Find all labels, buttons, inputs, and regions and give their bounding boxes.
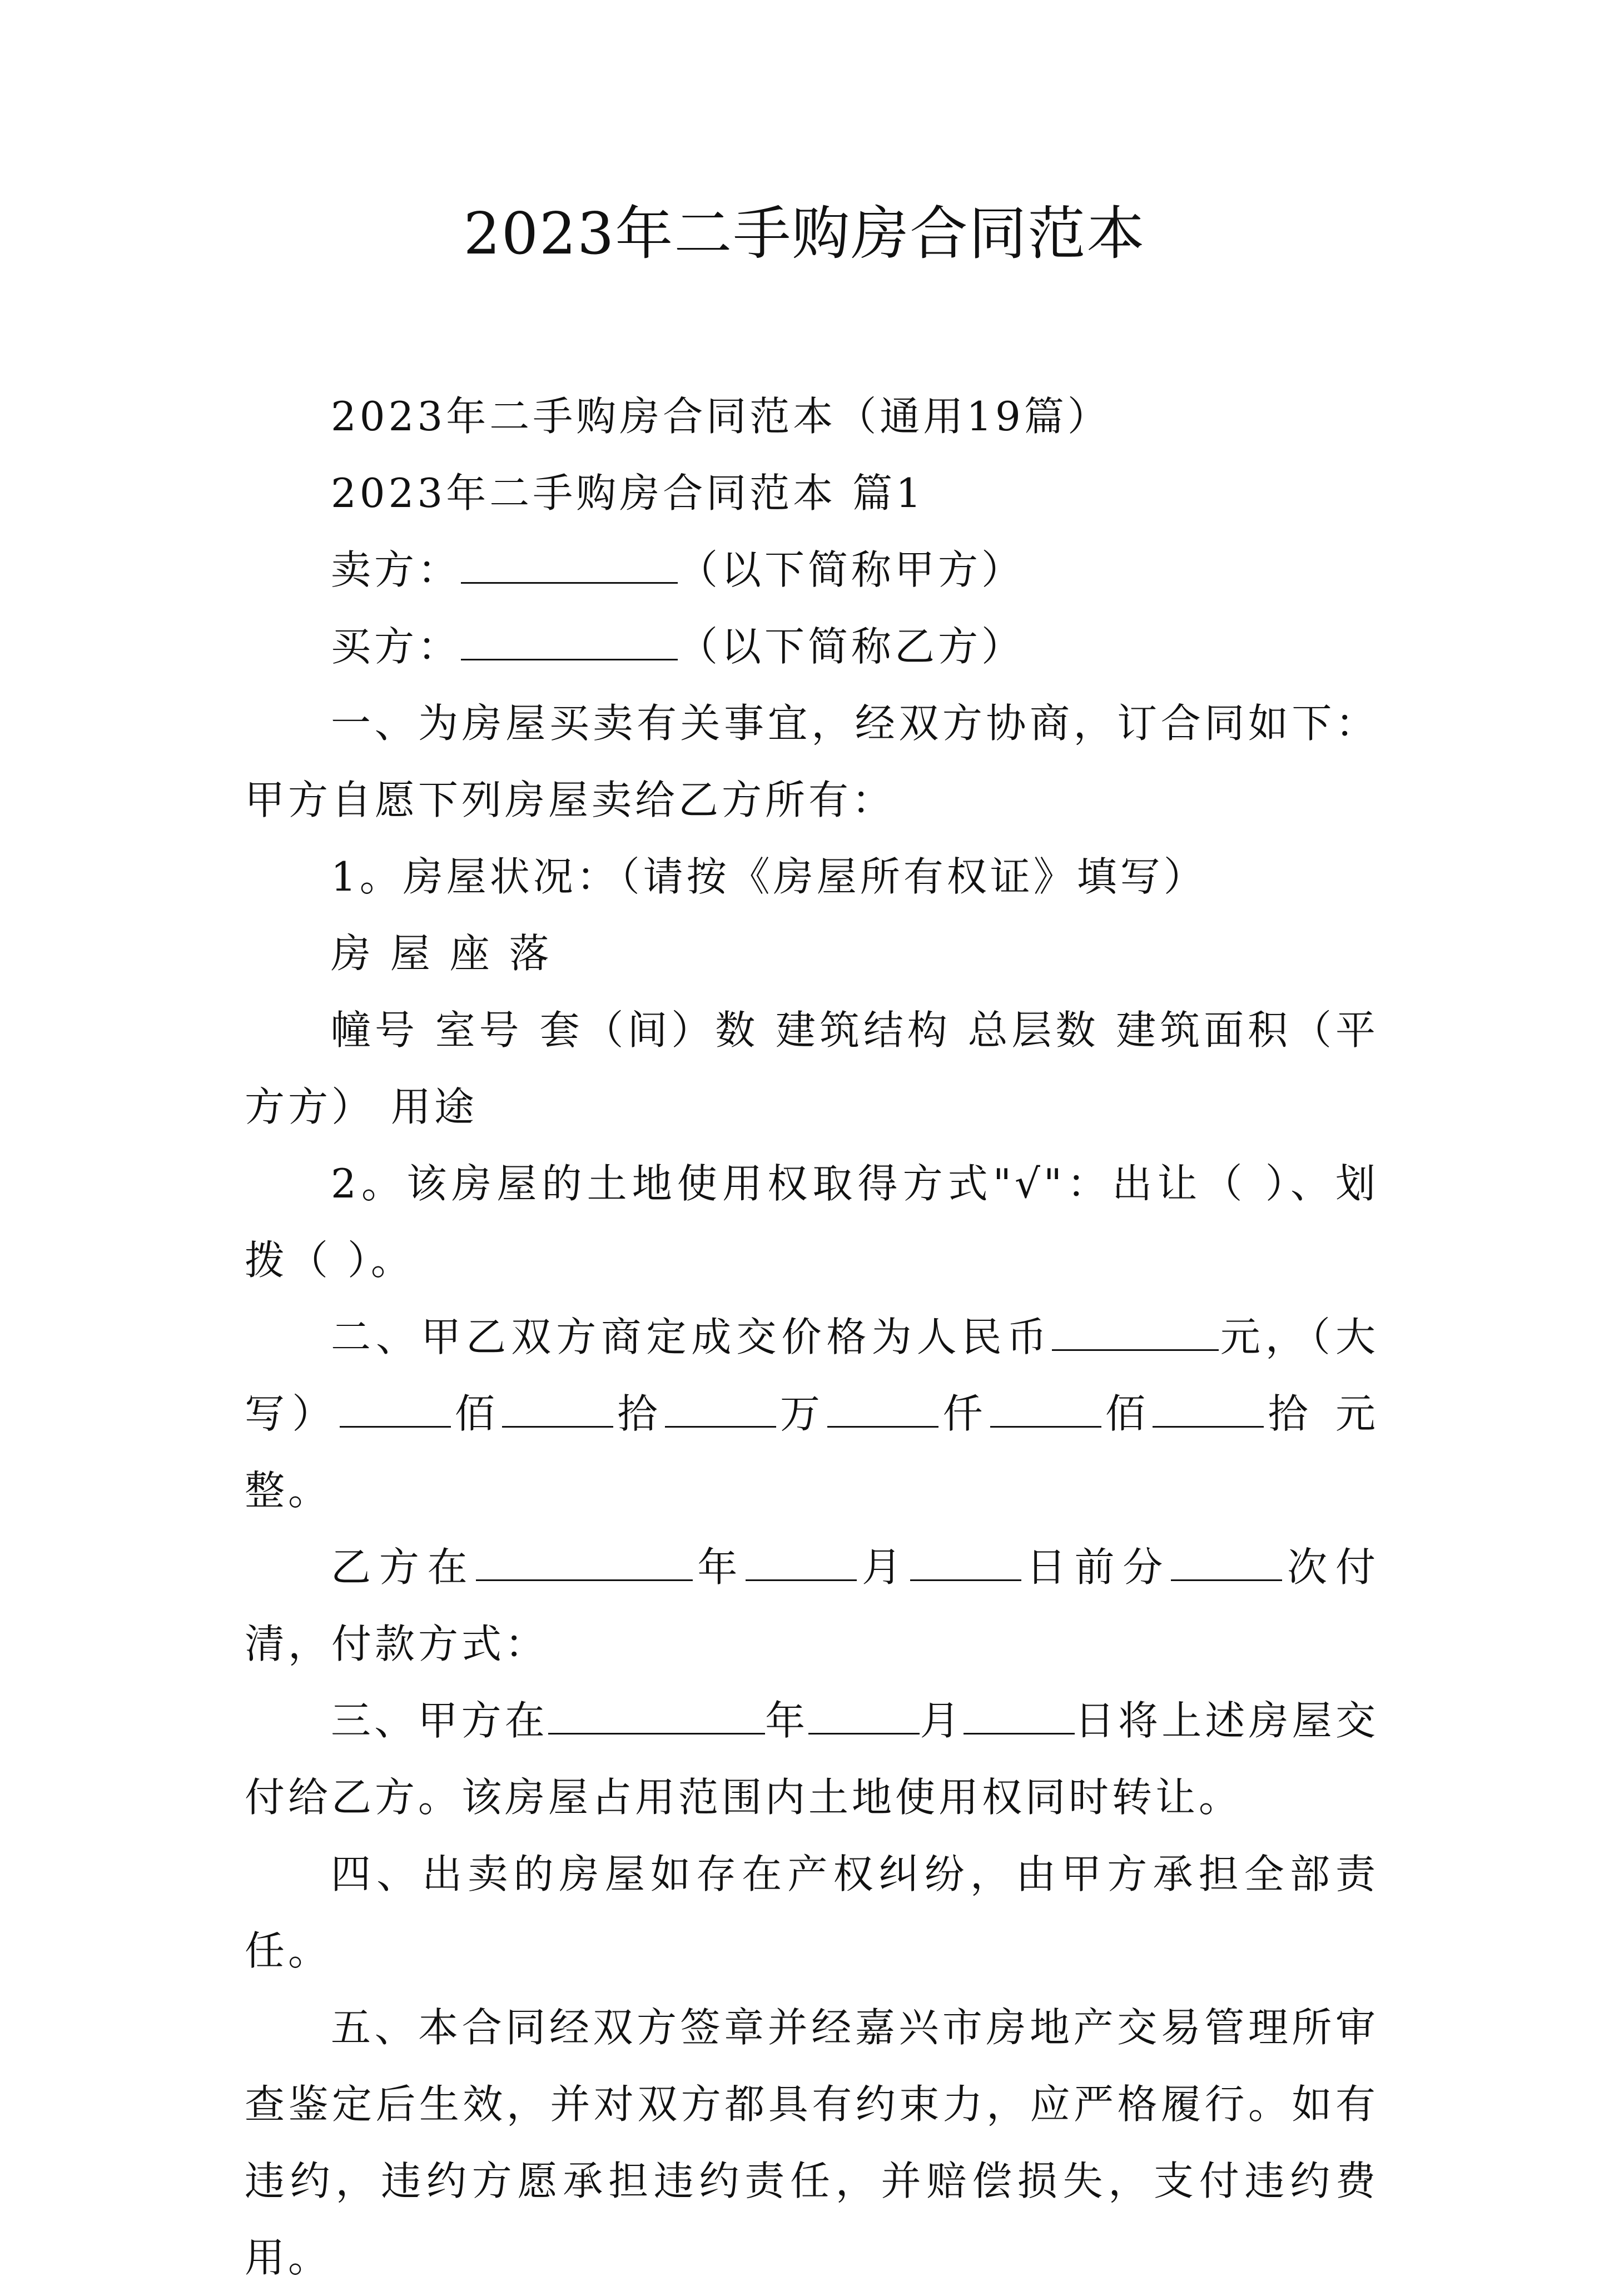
- blank: [910, 1548, 1021, 1581]
- clause-2-text-d: 拾: [613, 1390, 665, 1437]
- payment-text-e: 次付清，付款方式：: [245, 1544, 1379, 1667]
- buyer-line: [245, 608, 1379, 685]
- item-1: 1。房屋状况：（请按《房屋所有权证》填写）: [331, 853, 1207, 900]
- document-title: 2023年二手购房合同范本: [463, 200, 1146, 267]
- payment-text-c: 月: [857, 1544, 910, 1591]
- clause-3-text-b: 年: [764, 1697, 809, 1744]
- blank: [340, 1395, 451, 1428]
- seller-label: 卖方：: [331, 546, 461, 593]
- house-fields: 幢号 室号 套（间）数 建筑结构 总层数 建筑面积（平方方） 用途: [245, 1007, 1379, 1130]
- blank: [964, 1702, 1075, 1735]
- buyer-note: （以下简称乙方）: [678, 623, 1025, 670]
- blank: [548, 1702, 765, 1735]
- seller-line: [245, 531, 1379, 608]
- buyer-blank: [461, 628, 678, 660]
- blank: [1171, 1548, 1282, 1581]
- clause-2-text-g: 佰: [1101, 1390, 1153, 1437]
- section-title: 2023年二手购房合同范本 篇1: [331, 470, 925, 516]
- clause-2-text-h: 拾 元整。: [245, 1390, 1379, 1514]
- clause-1: 一、为房屋买卖有关事宜，经双方协商，订合同如下：甲方自愿下列房屋卖给乙方所有：: [245, 700, 1379, 823]
- clause-4: 四、出卖的房屋如存在产权纠纷，由甲方承担全部责任。: [245, 1851, 1379, 1974]
- clause-3-text-a: 三、甲方在: [331, 1697, 548, 1744]
- blank: [990, 1395, 1101, 1428]
- clause-2-text-e: 万: [776, 1390, 828, 1437]
- payment-line: [245, 1529, 1379, 1682]
- payment-text-d: 日前分: [1021, 1544, 1171, 1591]
- clause-2-text-b: 元，（大写）: [245, 1314, 1379, 1437]
- blank: [808, 1702, 920, 1735]
- clause-3-text-c: 月: [920, 1697, 964, 1744]
- blank: [502, 1395, 613, 1428]
- clause-3-text-d: 日将上述房屋交付给乙方。该房屋占用范围内土地使用权同时转让。: [245, 1697, 1379, 1821]
- clause-2-text-a: 二、甲乙双方商定成交价格为人民币: [331, 1314, 1052, 1360]
- house-location: 房 屋 座 落: [331, 930, 553, 977]
- price-blank: [1052, 1318, 1219, 1351]
- payment-text-b: 年: [692, 1544, 746, 1591]
- payment-text-a: 乙方在: [331, 1544, 476, 1591]
- blank: [746, 1548, 857, 1581]
- seller-blank: [461, 551, 678, 584]
- document-body: [245, 378, 1379, 2296]
- clause-2: [245, 1299, 1379, 1529]
- clause-5: 五、本合同经双方签章并经嘉兴市房地产交易管理所审查鉴定后生效，并对双方都具有约束力，应严格履行。如有违约，违约方愿承担违约责任，并赔偿损失，支付违约费用。: [245, 2004, 1379, 2281]
- item-2: 2。该房屋的土地使用权取得方式"√"：出让（ ）、划拨（ ）。: [245, 1160, 1379, 1284]
- blank: [1153, 1395, 1264, 1428]
- clause-3: [245, 1682, 1379, 1836]
- blank: [827, 1395, 938, 1428]
- clause-2-text-f: 仟: [938, 1390, 990, 1437]
- buyer-label: 买方：: [331, 623, 461, 670]
- blank: [665, 1395, 776, 1428]
- clause-2-text-c: 佰: [450, 1390, 503, 1437]
- document-subtitle: 2023年二手购房合同范本（通用19篇）: [331, 393, 1111, 440]
- seller-note: （以下简称甲方）: [678, 546, 1025, 593]
- blank: [476, 1548, 693, 1581]
